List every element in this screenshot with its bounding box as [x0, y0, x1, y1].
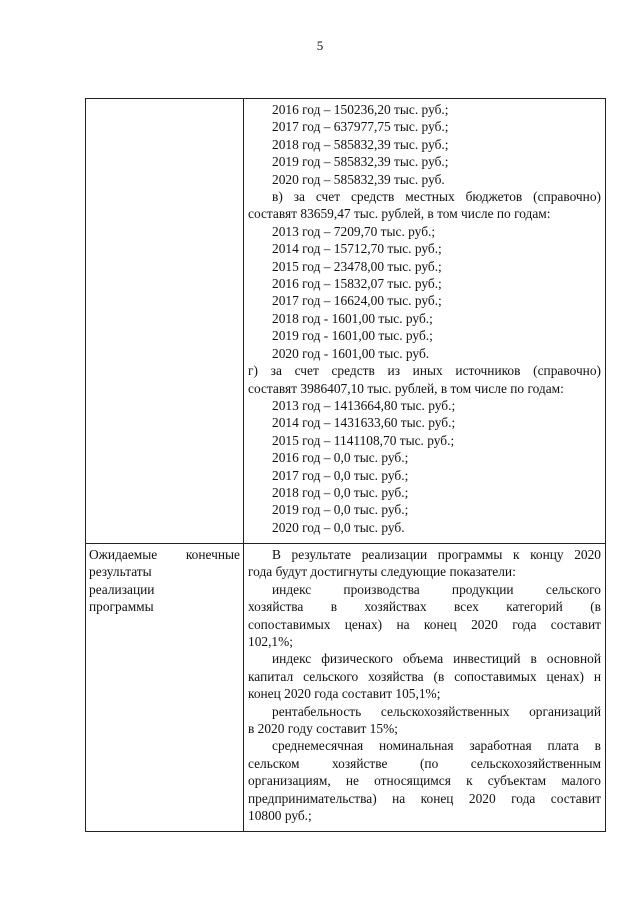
results-text-line: года будут достигнуты следующие показатели: [248, 564, 516, 580]
results-text-line: предпринимательства) на конец 2020 года составит [248, 790, 601, 806]
year-line: 2014 год – 1431633,60 тыс. руб.; [272, 415, 456, 431]
year-line: 2015 год – 1141108,70 тыс. руб.; [272, 432, 455, 448]
year-line: 2018 год - 1601,00 тыс. руб.; [272, 310, 433, 326]
year-line: 2014 год – 15712,70 тыс. руб.; [272, 241, 442, 257]
row-label-cell [86, 544, 244, 832]
table-row-financing [86, 99, 606, 544]
local-budget-intro: в) за счет средств местных бюджетов (справочно) [272, 189, 601, 205]
program-passport-table [85, 98, 606, 832]
year-line: 2013 год – 7209,70 тыс. руб.; [272, 223, 436, 239]
year-line: 2017 год – 0,0 тыс. руб.; [272, 467, 409, 483]
results-text-line: в 2020 году составит 15%; [248, 721, 398, 737]
year-line: 2013 год – 1413664,80 тыс. руб.; [272, 397, 456, 413]
row-label-line: результаты [89, 564, 152, 580]
year-line: 2019 год – 0,0 тыс. руб.; [272, 502, 409, 518]
year-line: 2016 год – 150236,20 тыс. руб.; [272, 102, 449, 117]
results-text-line: индекс физического объема инвестиций в основной [272, 651, 601, 667]
other-sources-intro: г) за счет средств из иных источников (справочно) [248, 363, 601, 379]
results-text-line: хозяйства в хозяйствах всех категорий (в [248, 599, 601, 615]
results-text-line: сельском хозяйстве (по сельскохозяйственным [248, 755, 601, 771]
year-line: 2017 год – 637977,75 тыс. руб.; [272, 119, 449, 135]
results-text-line: 102,1%; [248, 634, 294, 650]
year-line: 2018 год – 0,0 тыс. руб.; [272, 484, 409, 500]
year-line: 2016 год – 0,0 тыс. руб.; [272, 450, 409, 466]
page-number: 5 [316, 38, 324, 53]
row-label-cell [86, 99, 244, 544]
results-text-line: капитал сельского хозяйства (в сопоставимых ценах) н [248, 668, 601, 684]
results-text-line: индекс производства продукции сельского [272, 581, 601, 597]
financing-cell [244, 99, 606, 544]
year-line: 2020 год – 585832,39 тыс. руб. [272, 171, 445, 187]
year-line: 2018 год – 585832,39 тыс. руб.; [272, 136, 449, 152]
other-sources-total: составят 3986407,10 тыс. рублей, в том числе по годам: [248, 380, 564, 396]
year-line: 2020 год - 1601,00 тыс. руб. [272, 345, 430, 361]
results-text-line: среднемесячная номинальная заработная плата в [272, 738, 601, 754]
results-text-line: организациям, не относящимся к субъектам малого [248, 773, 601, 789]
results-text-line: сопоставимых ценах) на конец 2020 года составит [248, 616, 601, 632]
local-budget-total: составят 83659,47 тыс. рублей, в том числе по годам: [248, 206, 551, 222]
table-row-expected-results [86, 544, 606, 832]
year-line: 2017 год – 16624,00 тыс. руб.; [272, 293, 442, 309]
year-line: 2015 год – 23478,00 тыс. руб.; [272, 258, 442, 274]
expected-results-cell [244, 544, 606, 832]
year-line: 2020 год – 0,0 тыс. руб. [272, 519, 405, 535]
row-label-line: Ожидаемые конечные [89, 547, 240, 562]
results-text-line: В результате реализации программы к концу 2020 [272, 547, 601, 562]
results-text-line: конец 2020 года составит 105,1%; [248, 686, 441, 702]
year-line: 2019 год - 1601,00 тыс. руб.; [272, 328, 433, 344]
row-label-line: программы [89, 599, 154, 615]
year-line: 2016 год – 15832,07 тыс. руб.; [272, 276, 442, 292]
results-text-line: рентабельность сельскохозяйственных организаций [272, 703, 601, 719]
year-line: 2019 год – 585832,39 тыс. руб.; [272, 154, 449, 170]
results-text-line: 10800 руб.; [248, 808, 312, 824]
row-label-line: реализации [89, 581, 155, 597]
